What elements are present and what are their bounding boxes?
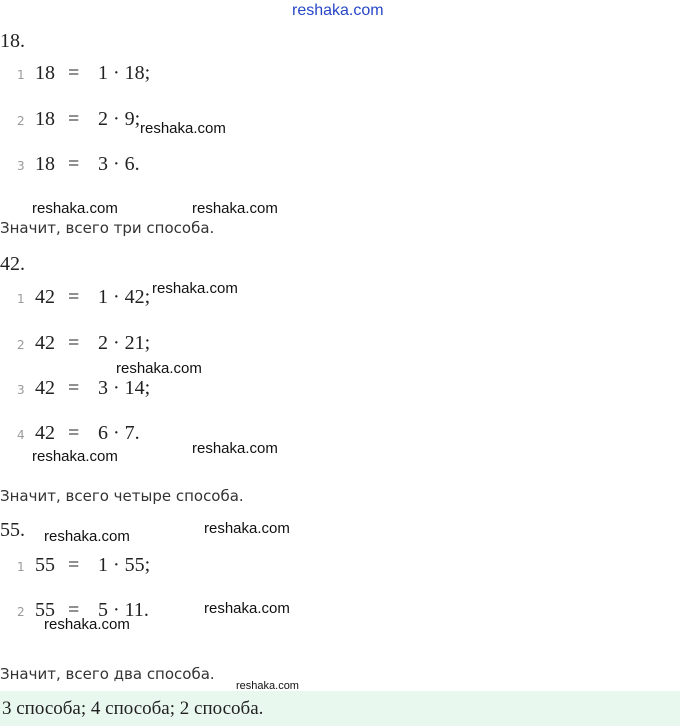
equation-rhs: 3 · 14; [98,377,151,399]
watermark: reshaka.com [204,520,290,537]
equation-equals: = [68,554,80,576]
line-number: 1 [17,292,25,306]
equation-lhs: 18 [35,62,55,84]
watermark: reshaka.com [44,616,130,633]
equation-rhs: 1 · 18; [98,62,151,84]
line-number: 4 [17,428,25,442]
equation-lhs: 42 [35,286,55,308]
line-number: 3 [17,383,25,397]
watermark: reshaka.com [116,360,202,377]
equation-equals: = [68,377,80,399]
line-number: 2 [17,114,25,128]
equation-equals: = [68,62,80,84]
watermark: reshaka.com [32,448,118,465]
conclusion-text: Значит, всего два способа. [0,665,215,683]
equation-rhs: 2 · 9; [98,108,141,130]
block-heading-55: 55. [0,519,25,541]
line-number: 2 [17,605,25,619]
equation-rhs: 3 · 6. [98,153,140,175]
equation-lhs: 18 [35,108,55,130]
equation-rhs: 6 · 7. [98,422,140,444]
equation-rhs: 1 · 55; [98,554,151,576]
watermark: reshaka.com [152,280,238,297]
watermark: reshaka.com [32,200,118,217]
block-heading-42: 42. [0,253,25,275]
equation-equals: = [68,108,80,130]
watermark: reshaka.com [44,528,130,545]
line-number: 3 [17,159,25,173]
line-number: 2 [17,338,25,352]
line-number: 1 [17,68,25,82]
watermark: reshaka.com [192,200,278,217]
conclusion-text: Значит, всего три способа. [0,219,215,237]
equation-equals: = [68,332,80,354]
equation-equals: = [68,599,80,621]
block-heading-18: 18. [0,30,25,52]
answer-text: 3 способа; 4 способа; 2 способа. [2,698,264,719]
equation-rhs: 1 · 42; [98,286,151,308]
watermark-small: reshaka.com [236,680,299,692]
watermark: reshaka.com [204,600,290,617]
equation-rhs: 5 · 11. [98,599,149,621]
equation-equals: = [68,153,80,175]
conclusion-text: Значит, всего четыре способа. [0,487,244,505]
equation-lhs: 42 [35,422,55,444]
equation-lhs: 55 [35,554,55,576]
watermark: reshaka.com [140,120,226,137]
equation-lhs: 42 [35,377,55,399]
equation-equals: = [68,422,80,444]
watermark: reshaka.com [192,440,278,457]
line-number: 1 [17,560,25,574]
equation-lhs: 55 [35,599,55,621]
equation-rhs: 2 · 21; [98,332,151,354]
equation-lhs: 42 [35,332,55,354]
equation-lhs: 18 [35,153,55,175]
watermark-top: reshaka.com [292,2,384,19]
answer-box [0,691,680,726]
equation-equals: = [68,286,80,308]
